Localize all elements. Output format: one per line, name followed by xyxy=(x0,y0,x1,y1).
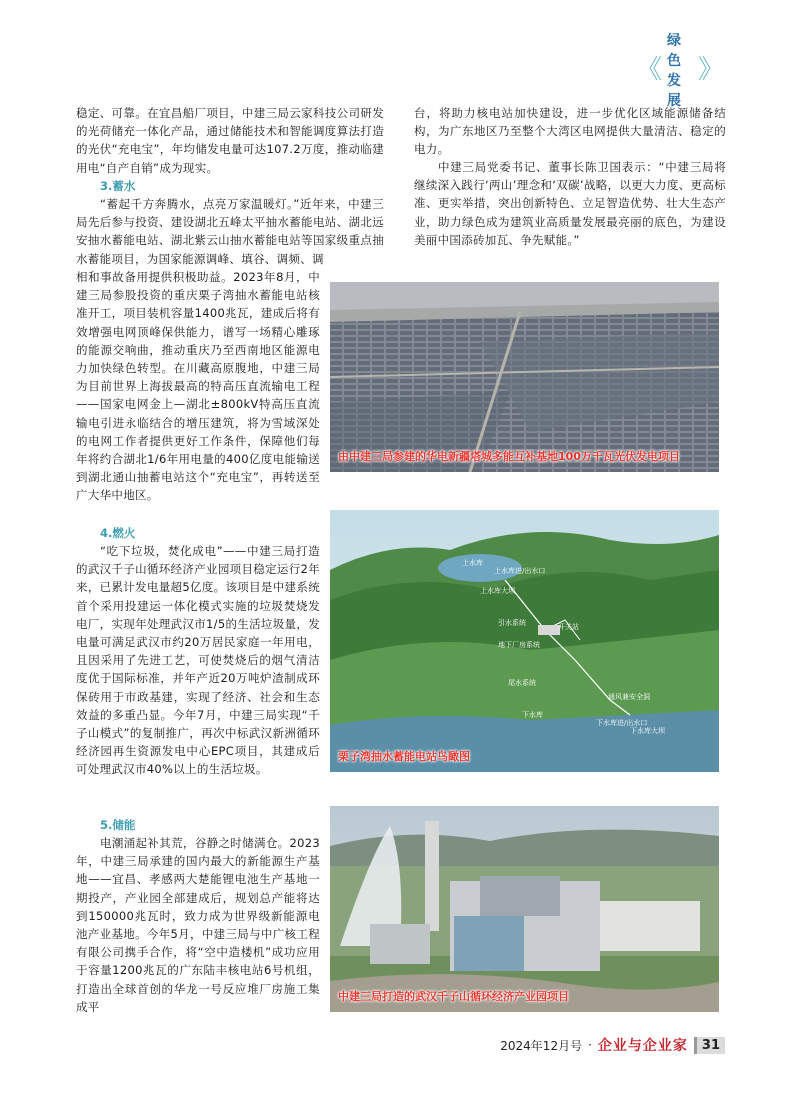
heading-water-storage: 3.蓄水 xyxy=(100,179,136,193)
paragraph-ship-yard: 稳定、可靠。在宜昌船厂项目，中建三局云家科技公司研发的光荷储充一体化产品，通过储能技术和智能调度算法打造的光伏“充电宝”，年均储发电量可达107.2万度，推动临建用电“自产自销”成为现实。 xyxy=(76,106,384,175)
solar-farm-caption: 由中建三局参建的华电新疆塔城多能互补基地100万千瓦光伏发电项目 xyxy=(338,450,680,463)
label-lower-dam: 下水库大坝 xyxy=(630,727,665,735)
footer-separator: · xyxy=(588,1038,592,1052)
label-tailrace: 尾水系统 xyxy=(508,679,536,687)
section-label: 绿色发展 xyxy=(667,33,683,109)
waste-plant-photo xyxy=(330,806,719,1012)
paragraph-water-storage-b: 相和事故备用提供积极助益。2023年8月，中建三局参股投资的重庆栗子湾抽水蓄能电站核准开工，项目装机容量1400兆瓦，建成后将有效增强电网顶峰保供能力，谱写一场精心雕琢的能源交响曲，推动重庆乃至西南地区能源电力加快绿色转型。在川藏高原腹地，中建三局为目前世界上海拔最高的特高压直流输电工程——国家电网金上—湖北±800kV特高压直流输电引进永临结合的增压建筑，将为雪域深处的电网工作者提供更好工作条件，保障他们每年将约合湖北1/6年用电量的400亿度电能输送到湖北通山抽蓄电站这个“充电宝”，再转送至广大华中地区。 xyxy=(76,270,320,503)
label-ventilation-tunnel: 通风兼安全洞 xyxy=(608,693,650,701)
label-upper-reservoir: 上水库 xyxy=(462,559,483,567)
paragraph-nuclear-end: 台，将助力核电站加快建设，进一步优化区域能源储备结构，为广东地区乃至整个大湾区电网提供大量清洁、稳定的电力。 xyxy=(414,106,726,157)
paragraph-energy-storage: 电潮涌起补其荒，谷静之时储满仓。2023年，中建三局承建的国内最大的新能源生产基地——宜昌、孝感两大楚能锂电池生产基地一期投产，产业园全部建成后，规划总产能将达到150000兆瓦时，致力成为世界级新能源电池产业基地。今年5月，中建三局与中广核工程有限公司携手合作，将“空中造楼机”成功应用于容量1200兆瓦的广东陆丰核电站6号机组，打造出全球首创的华龙一号反应堆厂房施工集成平 xyxy=(76,836,320,1014)
left-bracket-icon: 《 xyxy=(636,55,663,85)
issue-date: 2024年12月号 xyxy=(500,1038,583,1053)
paragraph-incineration: “吃下垃圾，焚化成电”——中建三局打造的武汉千子山循环经济产业园项目稳定运行2年来，已累计发电量超5亿度。该项目是中建系统首个采用投建运一体化模式实施的垃圾焚烧发电厂，实现年处理武汉市1/5的生活垃圾量，发电量可满足武汉市约20万居民家庭一年用电，且因采用了先进工艺，可使焚烧后的烟气清洁度优于国际标准，并年产近20万吨炉渣制成环保砖用于市政基建，实现了经济、社会和生态效益的多重凸显。今年7月，中建三局实现“千子山模式”的复制推广，再次中标武汉新洲循环经济园再生资源发电中心EPC项目，其建成后可处理武汉市40%以上的生活垃圾。 xyxy=(76,544,320,777)
section-tag xyxy=(636,33,724,109)
label-headrace: 引水系统 xyxy=(498,619,526,627)
magazine-logo: 企业与企业家 xyxy=(597,1038,688,1054)
pumped-storage-caption: 栗子湾抽水蓄能电站鸟瞰图 xyxy=(338,750,470,763)
waste-plant-image xyxy=(330,806,719,1012)
label-underground-powerhouse: 地下厂房系统 xyxy=(498,641,540,649)
solar-farm-image xyxy=(330,282,719,472)
paragraph-water-storage-a: “蓄起千方奔腾水，点亮万家温暖灯。”近年来，中建三局先后参与投资、建设湖北五峰太平抽水蓄能电站、湖北远安抽水蓄能电站、湖北紫云山抽水蓄能电站等国家级重点抽水蓄能项目，为国家能源调峰、填谷、调频、调 xyxy=(76,197,384,266)
heading-energy-storage: 5.储能 xyxy=(100,818,136,832)
solar-farm-photo xyxy=(330,282,719,472)
label-upper-dam: 上水库大坝 xyxy=(480,587,515,595)
label-upper-intake: 上水库进/出水口 xyxy=(494,567,546,575)
page-number: 31 xyxy=(694,1037,725,1054)
label-switchyard: 开关站 xyxy=(558,623,579,631)
label-lower-intake: 下水库进/出水口 xyxy=(596,719,648,727)
waste-plant-caption: 中建三局打造的武汉千子山循环经济产业园项目 xyxy=(338,990,569,1003)
paragraph-chairman-quote: 中建三局党委书记、董事长陈卫国表示：“中建三局将继续深入践行‘两山’理念和‘双碳’战略，以更大力度、更高标准、更实举措，突出创新特色、立足智造优势、壮大生态产业，助力绿色成为建筑业高质量发展最亮丽的底色，为建设美丽中国添砖加瓦、争先赋能。” xyxy=(414,160,726,247)
page-footer xyxy=(500,1034,725,1056)
pumped-storage-photo xyxy=(330,510,719,772)
heading-incineration: 4.燃火 xyxy=(100,526,136,540)
right-bracket-icon: 》 xyxy=(697,55,724,85)
label-lower-reservoir: 下水库 xyxy=(522,711,543,719)
